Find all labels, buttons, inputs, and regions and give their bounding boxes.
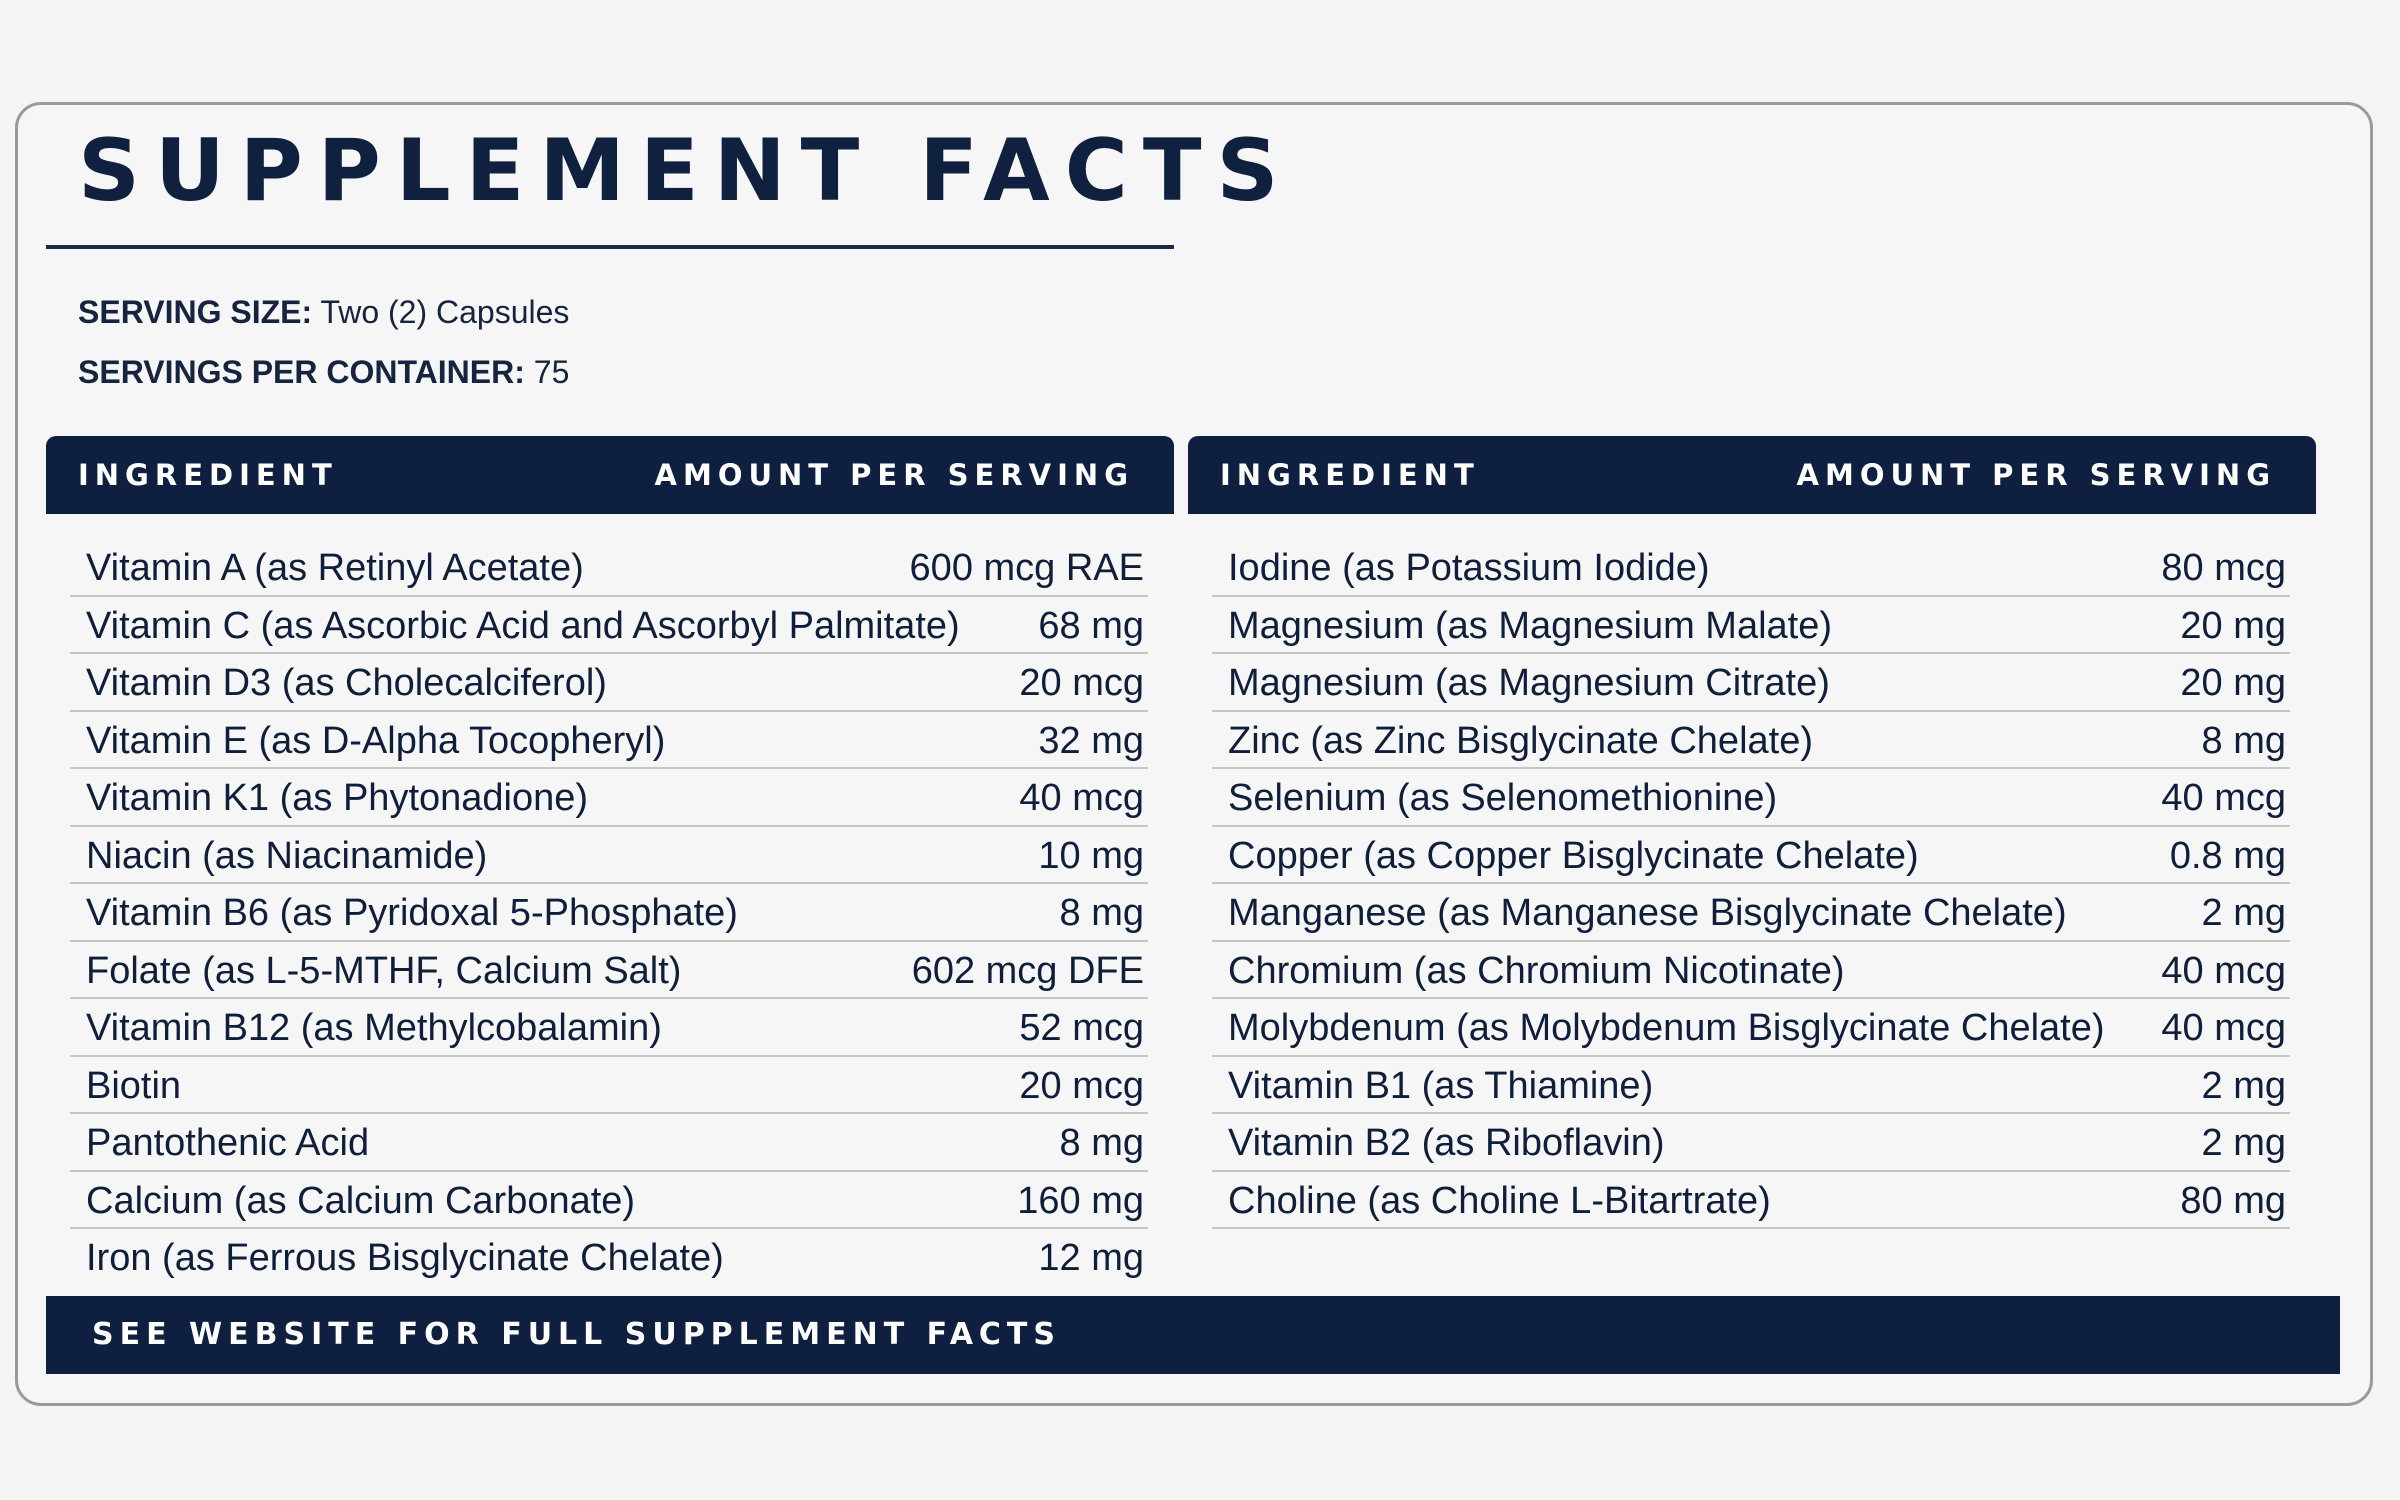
table-row xyxy=(70,884,1148,942)
table-row xyxy=(70,827,1148,885)
ingredient-list-right xyxy=(1212,539,2290,1229)
ingredient-name: Pantothenic Acid xyxy=(86,1122,370,1164)
amount-column-header: AMOUNT PER SERVING xyxy=(1796,458,2276,492)
ingredient-amount: 52 mcg xyxy=(1019,1007,1144,1049)
ingredient-column-header: INGREDIENT xyxy=(78,458,338,492)
ingredient-name: Vitamin D3 (as Cholecalciferol) xyxy=(86,662,607,704)
ingredient-amount: 160 mg xyxy=(1017,1179,1144,1222)
ingredient-name: Choline (as Choline L-Bitartrate) xyxy=(1228,1179,1771,1222)
ingredient-column-header: INGREDIENT xyxy=(1220,458,1480,492)
ingredient-name: Vitamin B12 (as Methylcobalamin) xyxy=(86,1007,662,1049)
ingredient-amount: 40 mcg xyxy=(1019,777,1144,819)
table-row xyxy=(70,999,1148,1057)
table-row xyxy=(70,769,1148,827)
ingredient-name: Vitamin C (as Ascorbic Acid and Ascorbyl Palmitate) xyxy=(86,604,960,647)
title-underline xyxy=(46,245,1174,249)
table-row xyxy=(1212,539,2290,597)
ingredient-amount: 602 mcg DFE xyxy=(911,949,1144,992)
table-row xyxy=(1212,942,2290,1000)
table-row xyxy=(1212,654,2290,712)
table-row xyxy=(1212,597,2290,655)
serving-size xyxy=(78,294,569,331)
ingredient-amount: 32 mg xyxy=(1038,719,1144,762)
ingredient-name: Vitamin B1 (as Thiamine) xyxy=(1228,1064,1654,1107)
table-row xyxy=(70,942,1148,1000)
amount-column-header: AMOUNT PER SERVING xyxy=(654,458,1134,492)
page-title: SUPPLEMENT FACTS xyxy=(78,121,1294,221)
table-row xyxy=(70,712,1148,770)
ingredient-name: Vitamin B2 (as Riboflavin) xyxy=(1228,1122,1665,1164)
ingredient-name: Niacin (as Niacinamide) xyxy=(86,834,488,877)
table-row xyxy=(70,1057,1148,1115)
ingredient-name: Folate (as L-5-MTHF, Calcium Salt) xyxy=(86,949,682,992)
table-row xyxy=(1212,712,2290,770)
ingredient-name: Magnesium (as Magnesium Citrate) xyxy=(1228,662,1830,704)
ingredient-amount: 10 mg xyxy=(1038,834,1144,877)
footer-banner: SEE WEBSITE FOR FULL SUPPLEMENT FACTS xyxy=(46,1296,2340,1374)
table-row xyxy=(70,597,1148,655)
ingredient-name: Iron (as Ferrous Bisglycinate Chelate) xyxy=(86,1237,724,1279)
ingredient-list-left xyxy=(70,539,1148,1287)
ingredient-amount: 2 mg xyxy=(2201,1122,2286,1164)
ingredient-name: Vitamin K1 (as Phytonadione) xyxy=(86,777,589,819)
ingredient-amount: 40 mcg xyxy=(2161,949,2286,992)
table-row xyxy=(1212,827,2290,885)
ingredient-name: Iodine (as Potassium Iodide) xyxy=(1228,547,1710,589)
ingredient-name: Chromium (as Chromium Nicotinate) xyxy=(1228,949,1845,992)
ingredient-amount: 600 mcg RAE xyxy=(909,547,1144,589)
ingredient-amount: 40 mcg xyxy=(2161,777,2286,819)
table-row xyxy=(1212,999,2290,1057)
table-header-left xyxy=(46,436,1174,514)
ingredient-amount: 20 mg xyxy=(2180,662,2286,704)
ingredient-name: Copper (as Copper Bisglycinate Chelate) xyxy=(1228,834,1919,877)
ingredient-name: Vitamin E (as D-Alpha Tocopheryl) xyxy=(86,719,666,762)
ingredient-amount: 80 mg xyxy=(2180,1179,2286,1222)
table-row xyxy=(70,1114,1148,1172)
table-row xyxy=(70,1229,1148,1287)
ingredient-amount: 20 mcg xyxy=(1019,1064,1144,1107)
ingredient-amount: 20 mcg xyxy=(1019,662,1144,704)
ingredient-amount: 8 mg xyxy=(1059,892,1144,934)
ingredient-amount: 0.8 mg xyxy=(2169,834,2286,877)
table-row xyxy=(70,1172,1148,1230)
ingredient-name: Vitamin B6 (as Pyridoxal 5-Phosphate) xyxy=(86,892,738,934)
ingredient-amount: 2 mg xyxy=(2201,892,2286,934)
ingredient-name: Selenium (as Selenomethionine) xyxy=(1228,777,1778,819)
table-row xyxy=(1212,1057,2290,1115)
table-row xyxy=(70,539,1148,597)
servings-per-container xyxy=(78,354,569,391)
servings-per-container-value: 75 xyxy=(533,354,570,390)
ingredient-amount: 8 mg xyxy=(2201,719,2286,762)
serving-size-label: SERVING SIZE: xyxy=(78,294,313,330)
ingredient-amount: 2 mg xyxy=(2201,1064,2286,1107)
table-row xyxy=(1212,884,2290,942)
table-header-right xyxy=(1188,436,2316,514)
table-row xyxy=(1212,1172,2290,1230)
ingredient-amount: 68 mg xyxy=(1038,604,1144,647)
serving-size-value: Two (2) Capsules xyxy=(320,294,570,330)
ingredient-name: Calcium (as Calcium Carbonate) xyxy=(86,1179,636,1222)
ingredient-name: Zinc (as Zinc Bisglycinate Chelate) xyxy=(1228,719,1813,762)
ingredient-amount: 8 mg xyxy=(1059,1122,1144,1164)
table-row xyxy=(70,654,1148,712)
ingredient-name: Magnesium (as Magnesium Malate) xyxy=(1228,604,1833,647)
servings-per-container-label: SERVINGS PER CONTAINER: xyxy=(78,354,525,390)
ingredient-name: Vitamin A (as Retinyl Acetate) xyxy=(86,547,584,589)
ingredient-amount: 20 mg xyxy=(2180,604,2286,647)
ingredient-amount: 40 mcg xyxy=(2161,1007,2286,1049)
ingredient-name: Molybdenum (as Molybdenum Bisglycinate Chelate) xyxy=(1228,1007,2105,1049)
ingredient-amount: 12 mg xyxy=(1038,1237,1144,1279)
ingredient-amount: 80 mcg xyxy=(2161,547,2286,589)
table-row xyxy=(1212,1114,2290,1172)
ingredient-name: Biotin xyxy=(86,1064,182,1107)
ingredient-name: Manganese (as Manganese Bisglycinate Chelate) xyxy=(1228,892,2067,934)
table-row xyxy=(1212,769,2290,827)
